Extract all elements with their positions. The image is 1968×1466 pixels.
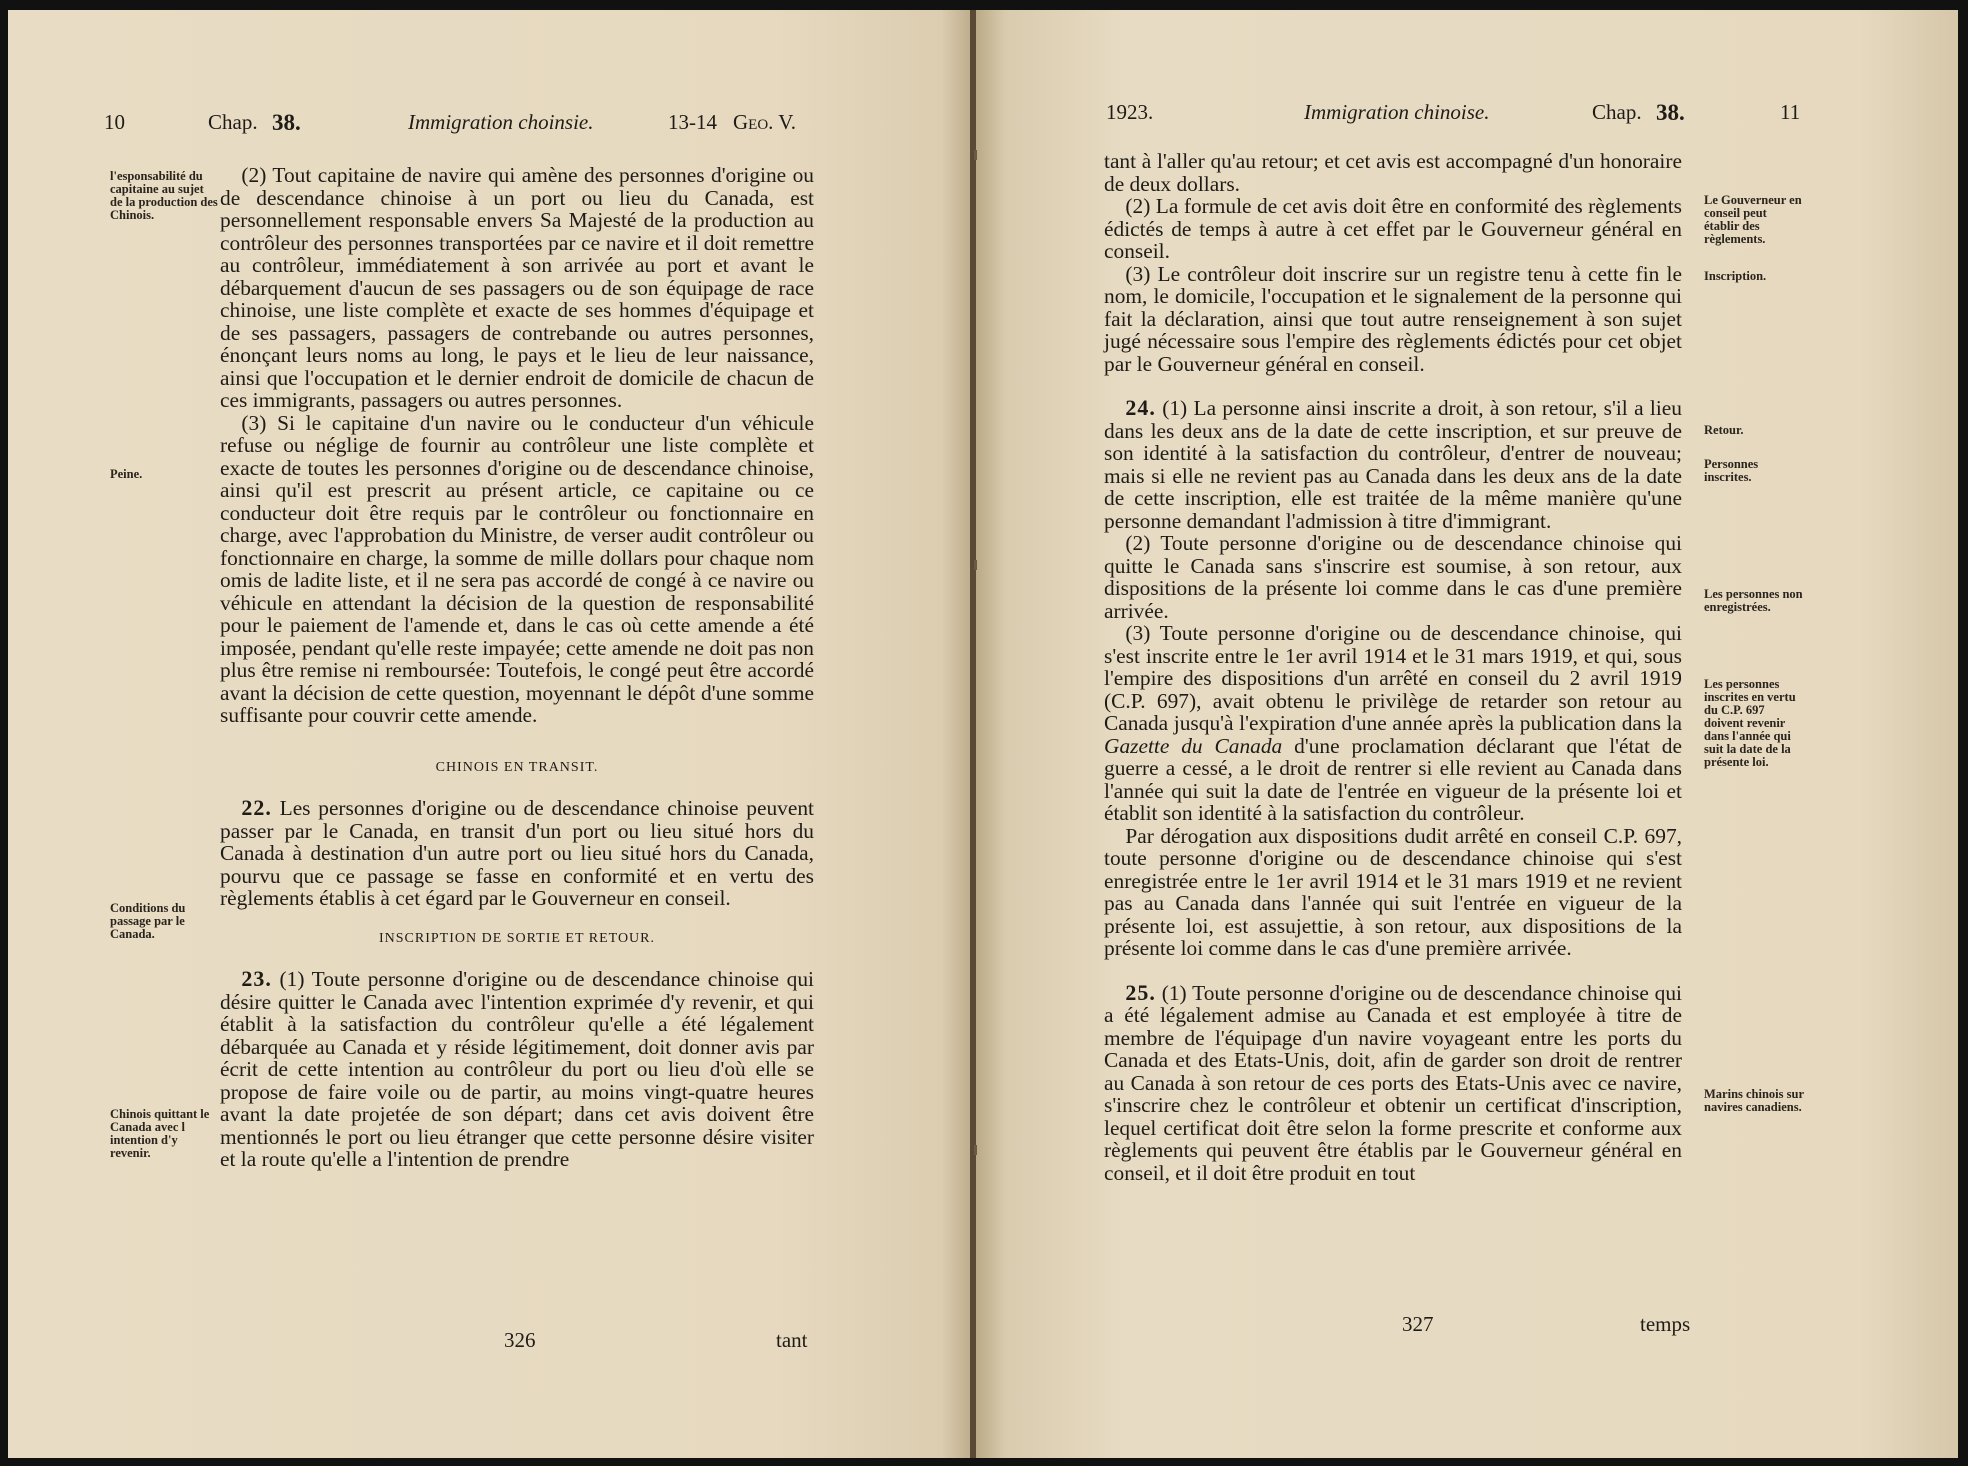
margin-note-conditions-passage: Conditions du passage par le Canada.: [110, 901, 186, 941]
paragraph-24-3: [1104, 622, 1682, 825]
binding-mark: [974, 560, 977, 570]
margin-note-responsabilite: l'esponsabilité du capitaine au sujet de la production des Chinois.: [110, 169, 218, 222]
binding-mark: [974, 1145, 977, 1155]
left-body-text: [220, 164, 814, 1171]
left-folio: 326: [504, 1328, 536, 1352]
binding-mark: [974, 150, 977, 160]
paragraph-21-2: (2) Tout capitaine de navire qui amène des personnes d'origine ou de descendance chinoise à un port ou lieu du Canada, est personnellement responsable envers Sa Majesté de la production au contrôleur des personnes transportées par ce navire et il doit remettre au contrôleur, immédiatement à son arrivée au port et avant le débarquement d'aucun de ses passagers ou de son équipage de race chinoise, une liste complète et exacte de ses hommes d'équipage et de ses passagers, passagers de contrebande ou autres personnes, énonçant leurs noms au long, le pays et le lieu de leur naissance, ainsi que l'occupation et le dernier endroit de domicile de chacun de ces immigrants, passagers ou autres personnes.: [220, 163, 814, 412]
right-running-title: Immigration chinoise.: [1304, 100, 1490, 124]
section-25: [1104, 979, 1682, 1185]
paragraph-24-3-part-a: (3) Toute personne d'origine ou de descendance chinoise, qui s'est inscrite entre le 1er avril 1914 et le 31 mars 1919, et qui, sous l'empire des dispositions d'un arrêté en conseil du 2 avril 1919 (C.P. 697), avait obtenu le privilège de retarder son retour au Canada jusqu'à l'expiration d'une année après la publication dans la: [1104, 621, 1682, 735]
section-25-text: (1) Toute personne d'origine ou de descendance chinoise qui a été légalement admise au Canada et est employée à titre de membre de l'équipage d'un navire voyageant entre les ports du Canada et des Etats-Unis, doit, afin de garder son droit de rentrer au Canada à son retour de ces ports des Etats-Unis avec ce navire, s'inscrire chez le contrôleur et obtenir un certificat d'inscription, lequel certificat doit être selon la forme prescrite et conforme aux règlements qui peuvent être établis par le Gouverneur général en conseil, et il doit être produit en tout: [1104, 980, 1682, 1185]
section-23-number: 23.: [241, 966, 272, 991]
left-chapter-prefix: Chap.: [208, 110, 258, 134]
margin-note-peine: Peine.: [110, 467, 143, 481]
paragraph-24-3-derogation: Par dérogation aux dispositions dudit arrêté en conseil C.P. 697, toute personne d'origine ou de descendance chinoise qui s'est enregistrée entre le 1er avril 1914 et le 31 mars 1919 et ne revient pas au Canada dans l'année qui suit l'entrée en vigueur de la présente loi, est assujettie, à son retour, aux dispositions de la présente loi comme dans le cas d'une première arrivée.: [1104, 823, 1682, 960]
section-22: [220, 797, 814, 910]
section-23-text: (1) Toute personne d'origine ou de descendance chinoise qui désire quitter le Canada avec l'intention exprimée d'y revenir, et qui établit à la satisfaction du contrôleur qu'elle a été légalement débarquée au Canada et y réside légitimement, doit donner avis par écrit de cette intention au contrôleur du port ou lieu d'où elle se propose de faire voile ou de partir, au moins vingt-quatre heures avant la date projetée de son départ; dans cet avis doivent être mentionnés le port ou lieu étranger que cette personne désire visiter et la route qu'elle a l'intention de prendre: [220, 967, 814, 1171]
section-23: [220, 968, 814, 1171]
left-page: [8, 10, 970, 1458]
left-regnal-king: Geo. V.: [733, 110, 796, 134]
section-24: [1104, 397, 1682, 532]
right-year: 1923.: [1106, 100, 1154, 124]
left-page-number: 10: [104, 110, 125, 134]
right-body-text: [1104, 150, 1682, 1184]
right-catchword: temps: [1640, 1312, 1691, 1336]
paragraph-23-3: (3) Le contrôleur doit inscrire sur un registre tenu à cette fin le nom, le domicile, l'occupation et le signalement de la personne qui fait la déclaration, ainsi que tout autre renseignement à son sujet jugé nécessaire sous l'empire des règlements édictés pour cet objet par le Gouverneur général en conseil.: [1104, 261, 1682, 376]
margin-note-personnes-inscrites: Personnes inscrites.: [1704, 457, 1759, 484]
margin-note-gouverneur-reglements: Le Gouverneur en conseil peut établir des règlements.: [1704, 193, 1802, 246]
left-running-title: Immigration choinsie.: [408, 110, 594, 134]
margin-note-cp-697: Les personnes inscrites en vertu du C.P. 697 doivent revenir dans l'année qui suit la date de la présente loi.: [1704, 677, 1796, 769]
section-25-number: 25.: [1125, 979, 1156, 1005]
section-22-text: Les personnes d'origine ou de descendance chinoise peuvent passer par le Canada, en transit d'un port ou lieu situé hors du Canada à destination d'un autre port ou lieu situé hors du Canada, pourvu que ce passage se fasse en conformité et en vertu des règlements établis à cet égard par le Gouverneur en conseil.: [220, 796, 814, 910]
continuation-paragraph: tant à l'aller qu'au retour; et cet avis est accompagné d'un honoraire de deux dollars.: [1104, 149, 1682, 196]
left-catchword: tant: [776, 1328, 808, 1352]
heading-inscription-sortie-retour: INSCRIPTION DE SORTIE ET RETOUR.: [378, 930, 656, 946]
paragraph-24-3-part-b: d'une proclamation déclarant que l'état de guerre a cessé, a le droit de rentrer si elle revient au Canada dans l'année qui suit la date de l'entrée en vigueur de la présente loi et établit son identité à la satisfaction du contrôleur.: [1104, 733, 1682, 825]
left-regnal-year: 13-14: [668, 110, 717, 134]
gazette-du-canada: Gazette du Canada: [1104, 733, 1283, 758]
margin-note-retour: Retour.: [1704, 423, 1744, 437]
paragraph-24-2: (2) Toute personne d'origine ou de descendance chinoise qui quitte le Canada sans s'inscrire est soumise, à son retour, aux dispositions de la présente loi comme dans le cas d'une première arrivée.: [1104, 531, 1682, 623]
right-chapter-number: 38.: [1656, 100, 1685, 125]
heading-chinois-en-transit: CHINOIS EN TRANSIT.: [435, 759, 599, 775]
right-page: [976, 10, 1958, 1458]
section-22-number: 22.: [241, 795, 272, 820]
paragraph-23-2: (2) La formule de cet avis doit être en conformité des règlements édictés de temps à autre à cet effet par le Gouverneur général en conseil.: [1104, 194, 1682, 263]
margin-note-chinois-quittant: Chinois quittant le Canada avec l intention d'y revenir.: [110, 1107, 210, 1160]
paragraph-21-3: (3) Si le capitaine d'un navire ou le conducteur d'un véhicule refuse ou néglige de fournir au contrôleur une liste complète et exacte de toutes les personnes d'origine ou de descendance chinoise, ainsi qu'il est prescrit au présent article, ce capitaine ou ce conducteur doit être requis par le contrôleur ou fonctionnaire en charge, avec l'approbation du Ministre, de verser audit contrôleur ou fonctionnaire en charge, la somme de mille dollars pour chaque nom omis de ladite liste, et il ne sera pas accordé de congé à ce navire ou véhicule en attendant la décision de la question de responsabilité pour le paiement de l'amende et, dans le cas où cette amende a été imposée, pendant qu'elle reste impayée; cette amende ne doit pas non plus être remise ni remboursée: Toutefois, le congé peut être accordé avant la décision de cette question, moyennant le dépôt d'une somme suffisante pour couvrir cette amende.: [220, 410, 814, 727]
right-chapter-prefix: Chap.: [1592, 100, 1642, 124]
section-24-text: (1) La personne ainsi inscrite a droit, à son retour, s'il a lieu dans les deux ans de la date de cette inscription, et sur preuve de son identité à la satisfaction du contrôleur, d'entrer de nouveau; mais si elle ne revient pas au Canada dans les deux ans de la date de cette inscription, elle est traitée de la même manière qu'une personne demandant l'admission à titre d'immigrant.: [1104, 396, 1682, 533]
left-chapter-number: 38.: [272, 110, 301, 135]
right-page-number: 11: [1780, 100, 1801, 124]
section-24-number: 24.: [1125, 395, 1156, 420]
right-folio: 327: [1402, 1312, 1434, 1336]
margin-note-marins-chinois: Marins chinois sur navires canadiens.: [1704, 1087, 1804, 1114]
margin-note-non-enregistrees: Les personnes non enregistrées.: [1704, 587, 1803, 614]
margin-note-inscription: Inscription.: [1704, 269, 1767, 283]
